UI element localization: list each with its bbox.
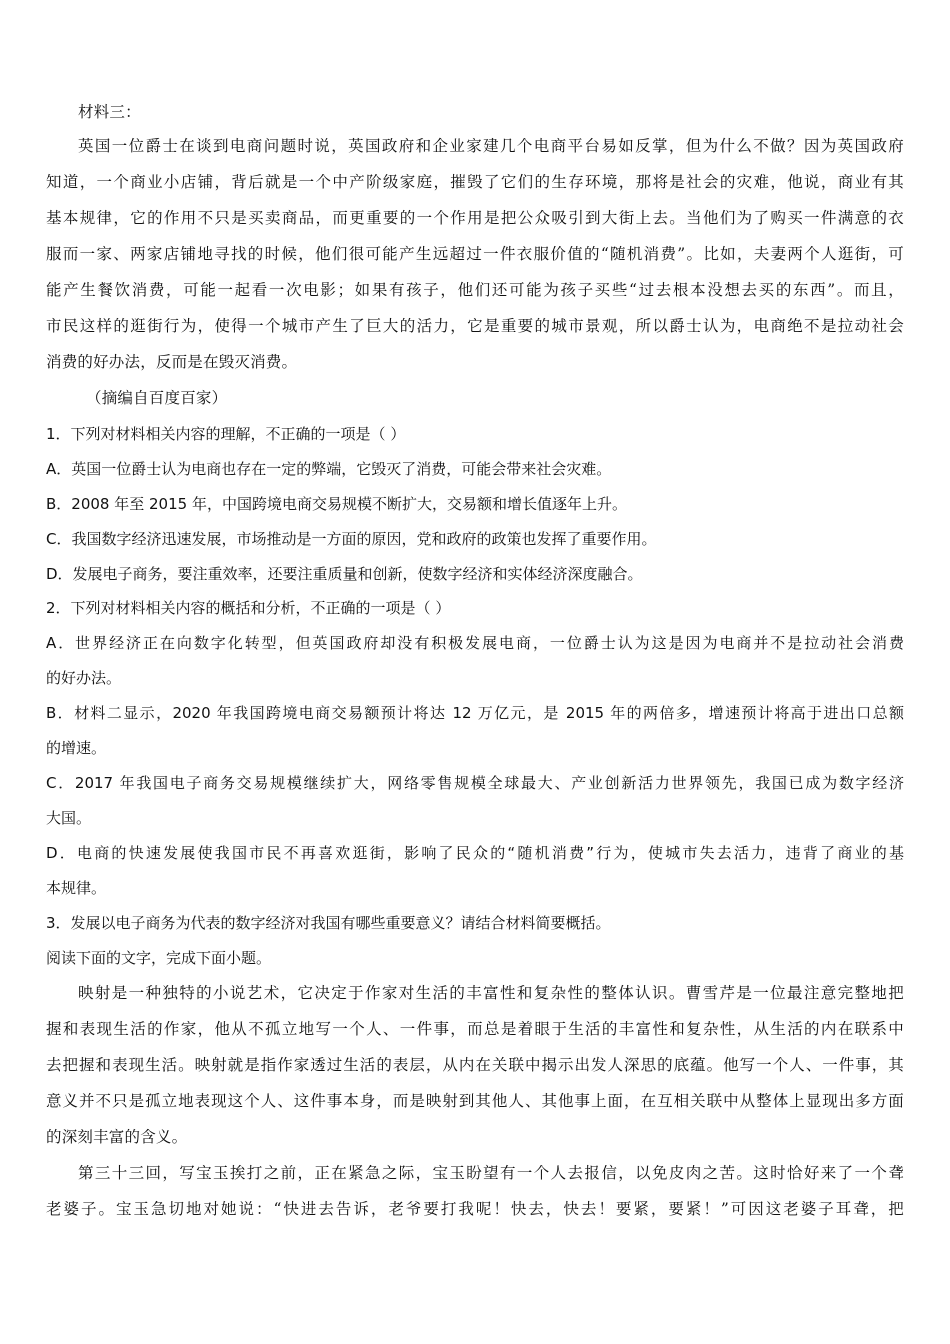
reading-para1-line-1: 映射是一种独特的小说艺术，它决定于作家对生活的丰富性和复杂性的整体认识。曹雪芹是一位最注意完整地把	[78, 984, 904, 1002]
reading-para2-line-2: 老婆子。宝玉急切地对她说：“快进去告诉，老爷要打我呢！快去，快去！要紧，要紧！”可因这老婆子耳聋，把	[46, 1200, 904, 1218]
question-2-option-d-line-2: 本规律。	[46, 879, 107, 897]
reading-para1-line-3: 去把握和表现生活。映射就是指作家透过生活的表层，从内在关联中揭示出发人深思的底蕴。他写一个人、一件事，其	[46, 1056, 904, 1074]
material3-line-5: 能产生餐饮消费，可能一起看一次电影；如果有孩子，他们还可能为孩子买些“过去根本没想去买的东西”。而且，	[46, 281, 904, 299]
question-2-option-d-line-1: D．电商的快速发展使我国市民不再喜欢逛街，影响了民众的“随机消费”行为，使城市失去活力，违背了商业的基	[46, 844, 904, 862]
reading-para2-line-1: 第三十三回，写宝玉挨打之前，正在紧急之际，宝玉盼望有一个人去报信，以免皮肉之苦。这时恰好来了一个聋	[78, 1164, 904, 1182]
question-1-option-a: A．英国一位爵士认为电商也存在一定的弊端，它毁灭了消费，可能会带来社会灾难。	[46, 460, 612, 478]
material3-source: （摘编自百度百家）	[86, 389, 228, 407]
question-2-option-b-line-1: B．材料二显示，2020 年我国跨境电商交易额预计将达 12 万亿元，是 2015 年的两倍多，增速预计将高于进出口总额	[46, 704, 904, 722]
material3-line-1: 英国一位爵士在谈到电商问题时说，英国政府和企业家建几个电商平台易如反掌，但为什么不做？因为英国政府	[78, 137, 904, 155]
reading-para1-line-5: 的深刻丰富的含义。	[46, 1128, 188, 1146]
question-1-option-b: B．2008 年至 2015 年，中国跨境电商交易规模不断扩大，交易额和增长值逐年上升。	[46, 495, 627, 513]
question-2-option-b-line-2: 的增速。	[46, 739, 107, 757]
material3-line-3: 基本规律，它的作用不只是买卖商品，而更重要的一个作用是把公众吸引到大街上去。当他们为了购买一件满意的衣	[46, 209, 904, 227]
reading-para1-line-2: 握和表现生活的作家，他从不孤立地写一个人、一件事，而总是着眼于生活的丰富性和复杂性，从生活的内在联系中	[46, 1020, 904, 1038]
question-1-stem: 1．下列对材料相关内容的理解，不正确的一项是（ ）	[46, 425, 406, 443]
question-1-option-d: D．发展电子商务，要注重效率，还要注重质量和创新，使数字经济和实体经济深度融合。	[46, 565, 643, 583]
reading-instruction: 阅读下面的文字，完成下面小题。	[46, 949, 272, 967]
question-2-option-a-line-2: 的好办法。	[46, 669, 122, 687]
material3-line-2: 知道，一个商业小店铺，背后就是一个中产阶级家庭，摧毁了它们的生存环境，那将是社会的灾难，他说，商业有其	[46, 173, 904, 191]
material3-line-4: 服而一家、两家店铺地寻找的时候，他们很可能产生远超过一件衣服价值的“随机消费”。比如，夫妻两个人逛街，可	[46, 245, 904, 263]
material3-line-7: 消费的好办法，反而是在毁灭消费。	[46, 353, 298, 371]
reading-para1-line-4: 意义并不只是孤立地表现这个人、这件事本身，而是映射到其他人、其他事上面，在互相关联中从整体上显现出多方面	[46, 1092, 904, 1110]
material3-heading: 材料三：	[78, 103, 141, 121]
question-2-stem: 2．下列对材料相关内容的概括和分析，不正确的一项是（ ）	[46, 599, 451, 617]
question-1-option-c: C．我国数字经济迅速发展，市场推动是一方面的原因，党和政府的政策也发挥了重要作用。	[46, 530, 657, 548]
question-3-stem: 3．发展以电子商务为代表的数字经济对我国有哪些重要意义？请结合材料简要概括。	[46, 914, 611, 932]
material3-line-6: 市民这样的逛街行为，使得一个城市产生了巨大的活力，它是重要的城市景观，所以爵士认为，电商绝不是拉动社会	[46, 317, 904, 335]
question-2-option-c-line-2: 大国。	[46, 809, 92, 827]
question-2-option-a-line-1: A．世界经济正在向数字化转型，但英国政府却没有积极发展电商，一位爵士认为这是因为电商并不是拉动社会消费	[46, 634, 904, 652]
question-2-option-c-line-1: C．2017 年我国电子商务交易规模继续扩大，网络零售规模全球最大、产业创新活力世界领先，我国已成为数字经济	[46, 774, 904, 792]
